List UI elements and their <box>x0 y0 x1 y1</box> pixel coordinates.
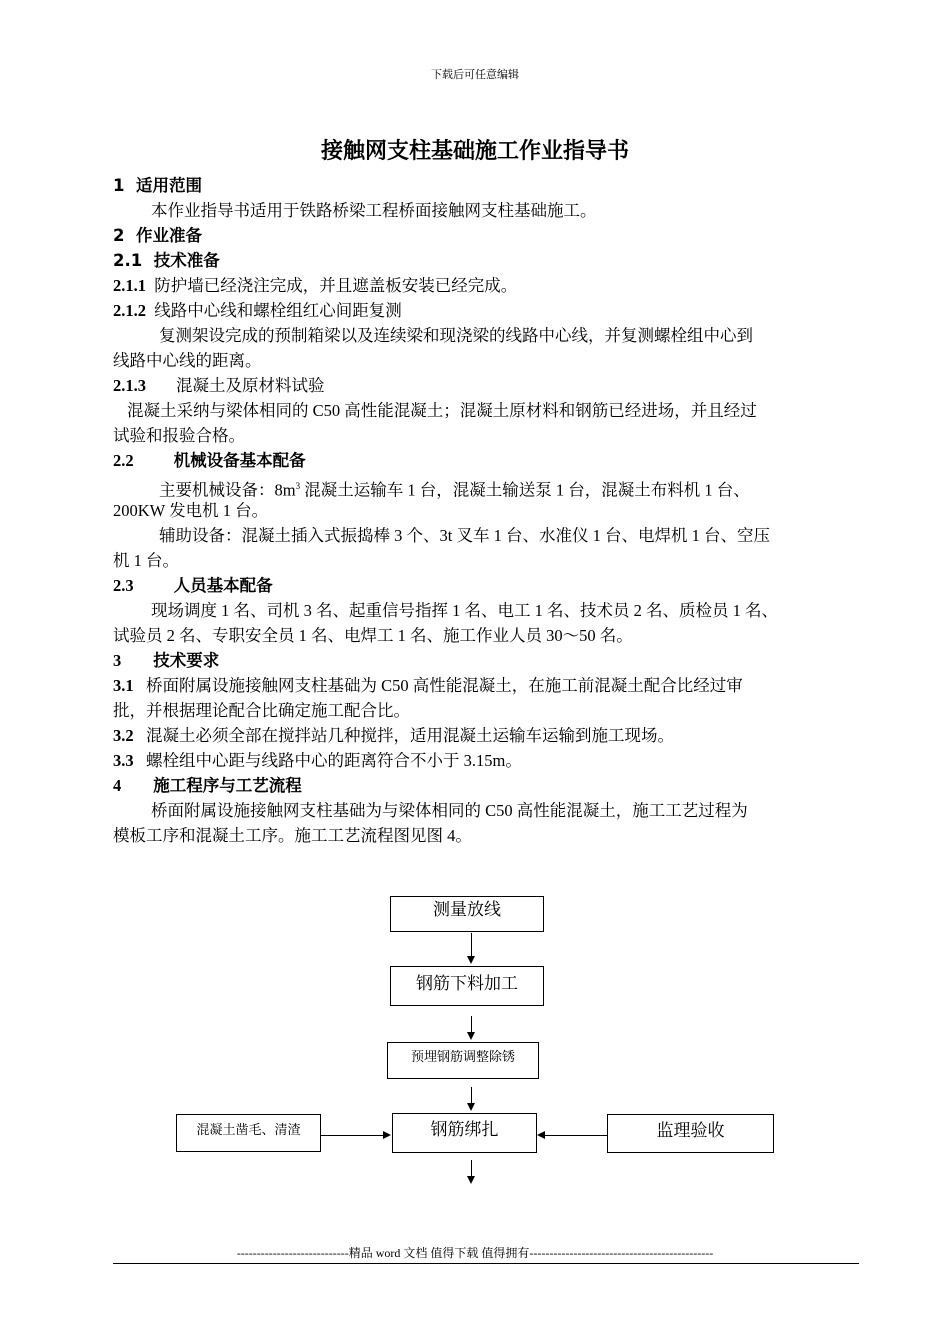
section-2-2-aux-1: 辅助设备：混凝土插入式振捣棒 3 个、3t 叉车 1 台、水准仪 1 台、电焊机 1 台、空压 <box>159 526 770 545</box>
flow-arrow <box>321 1135 383 1136</box>
page-footer: ----------------------------精品 word 文档 值得下载 值得拥有---------------------------------------------- <box>236 1246 714 1260</box>
section-number: 3.3 <box>113 751 134 770</box>
section-text: 桥面附属设施接触网支柱基础为 C50 高性能混凝土，在施工前混凝土配合比经过审 <box>146 676 743 695</box>
section-3-1 <box>113 675 743 697</box>
section-3-3 <box>113 750 522 772</box>
section-4-text-2: 模板工序和混凝土工序。施工工艺流程图见图 4。 <box>113 826 472 845</box>
arrow-head-icon <box>383 1131 391 1139</box>
section-2-2-main-2: 200KW 发电机 1 台。 <box>113 501 269 520</box>
section-text: 螺栓组中心距与线路中心的距离符合不小于 3.15m。 <box>146 751 522 770</box>
section-3-1-text-2: 批，并根据理论配合比确定施工配合比。 <box>113 701 410 720</box>
section-title: 技术要求 <box>153 651 220 670</box>
arrow-head-icon <box>467 1176 475 1184</box>
arrow-head-icon <box>467 1032 475 1040</box>
section-number: 2.1 <box>113 251 143 270</box>
section-number: 2 <box>113 226 125 245</box>
section-text: 混凝土必须全部在搅拌站几种搅拌，适用混凝土运输车运输到施工现场。 <box>146 726 674 745</box>
section-number: 3 <box>113 651 122 670</box>
flow-step-rebar-cutting: 钢筋下料加工 <box>390 966 544 1006</box>
section-text: 混凝土及原材料试验 <box>176 376 325 395</box>
section-text: 防护墙已经浇注完成，并且遮盖板安装已经完成。 <box>154 276 518 295</box>
section-3-heading <box>113 650 219 672</box>
section-2-1-heading <box>113 250 220 272</box>
section-2-1-2-text-2: 线路中心线的距离。 <box>113 351 262 370</box>
section-title: 人员基本配备 <box>173 576 273 595</box>
section-2-1-2-text-1: 复测架设完成的预制箱梁以及连续梁和现浇梁的线路中心线，并复测螺栓组中心到 <box>159 326 753 345</box>
section-number: 2.2 <box>113 451 134 470</box>
section-2-2-main-1 <box>159 475 750 502</box>
flow-step-rebar-adjust: 预埋钢筋调整除锈 <box>387 1042 539 1079</box>
text-segment: 混凝土运输车 1 台，混凝土输送泵 1 台，混凝土布料机 1 台、 <box>300 480 750 500</box>
section-number: 1 <box>113 176 125 195</box>
flow-arrow <box>545 1135 607 1136</box>
section-number: 2.1.1 <box>113 276 146 295</box>
section-1-heading <box>113 175 202 197</box>
section-number: 4 <box>113 776 122 795</box>
flow-input-concrete-chiseling: 混凝土凿毛、清渣 <box>176 1114 321 1152</box>
page-header: 下载后可任意编辑 <box>431 69 519 81</box>
section-2-3-text-1: 现场调度 1 名、司机 3 名、起重信号指挥 1 名、电工 1 名、技术员 2 名、质检员 1 名、 <box>151 601 778 620</box>
section-2-heading <box>113 225 202 247</box>
section-title: 机械设备基本配备 <box>173 451 306 470</box>
flow-input-supervision-acceptance: 监理验收 <box>607 1114 774 1153</box>
flow-step-rebar-binding: 钢筋绑扎 <box>392 1113 537 1153</box>
document-title: 接触网支柱基础施工作业指导书 <box>320 139 629 164</box>
footer-divider <box>113 1263 859 1264</box>
section-2-1-3-text-2: 试验和报验合格。 <box>113 426 245 445</box>
arrow-head-icon <box>467 1103 475 1111</box>
section-2-1-1 <box>113 275 517 297</box>
section-2-3-heading <box>113 575 273 597</box>
section-2-1-2 <box>113 300 402 322</box>
section-2-2-heading <box>113 450 306 472</box>
flow-arrow <box>471 1160 472 1177</box>
section-2-2-aux-2: 机 1 台。 <box>113 551 179 570</box>
section-title: 作业准备 <box>135 226 202 245</box>
section-4-text-1: 桥面附属设施接触网支柱基础为与梁体相同的 C50 高性能混凝土，施工工艺过程为 <box>151 801 748 820</box>
flow-step-survey: 测量放线 <box>390 896 544 932</box>
section-2-1-3-text-1: 混凝土采纳与梁体相同的 C50 高性能混凝土；混凝土原材料和钢筋已经进场，并且经过 <box>127 401 757 420</box>
section-title: 适用范围 <box>135 176 202 195</box>
section-text: 线路中心线和螺栓组红心间距复测 <box>154 301 402 320</box>
arrow-head-icon <box>467 956 475 964</box>
section-title: 施工程序与工艺流程 <box>153 776 302 795</box>
superscript: 3 <box>295 481 301 491</box>
section-number: 2.3 <box>113 576 134 595</box>
text-segment: 主要机械设备：8m <box>159 480 296 500</box>
section-number: 2.1.3 <box>113 376 146 395</box>
section-number: 3.2 <box>113 726 134 745</box>
section-number: 2.1.2 <box>113 301 146 320</box>
section-1-text: 本作业指导书适用于铁路桥梁工程桥面接触网支柱基础施工。 <box>151 201 597 220</box>
section-number: 3.1 <box>113 676 134 695</box>
section-3-2 <box>113 725 674 747</box>
section-4-heading <box>113 775 302 797</box>
section-2-3-text-2: 试验员 2 名、专职安全员 1 名、电焊工 1 名、施工作业人员 30～50 名。 <box>113 626 633 645</box>
section-title: 技术准备 <box>153 251 220 270</box>
section-2-1-3 <box>113 375 325 397</box>
arrow-head-icon <box>537 1131 545 1139</box>
